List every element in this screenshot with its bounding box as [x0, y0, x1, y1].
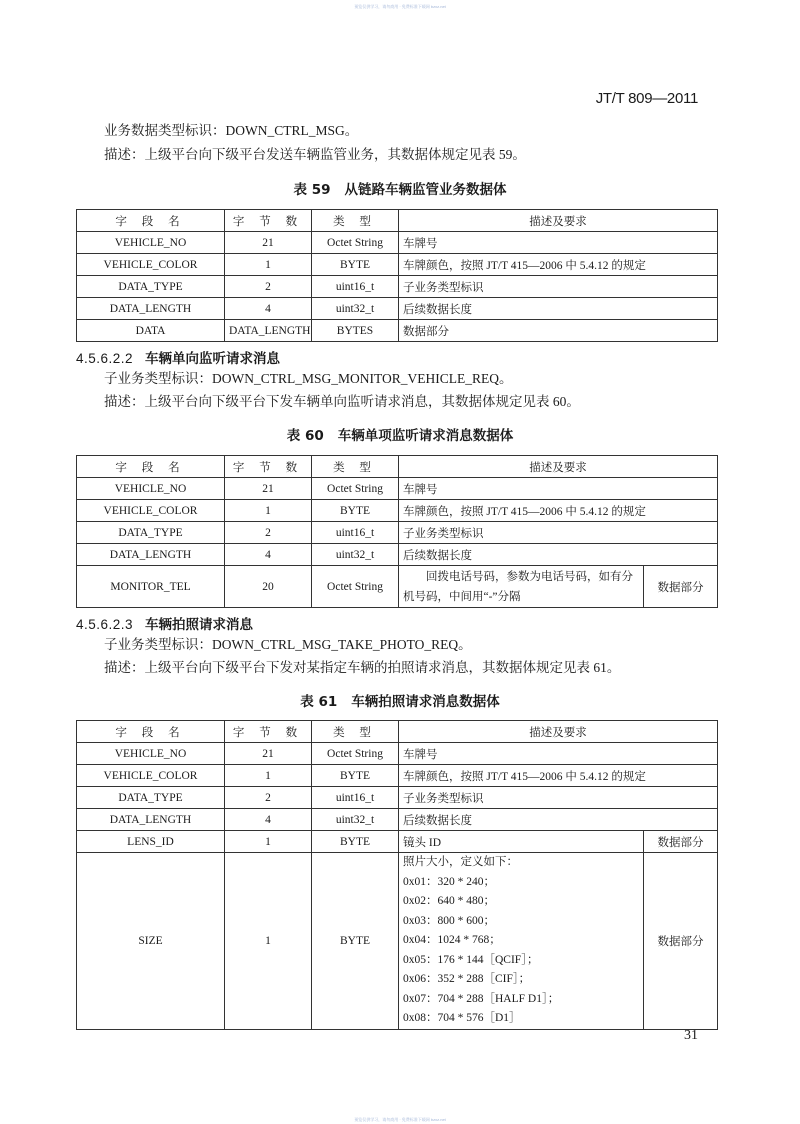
table-header-row: [77, 210, 718, 232]
table-row: [77, 320, 718, 342]
col-header-bytes: 字 节 数: [225, 210, 312, 232]
cell-type: uint16_t: [312, 522, 399, 544]
description-line: 描述：上级平台向下级平台下发车辆单向监听请求消息，其数据体规定见表 60。: [104, 394, 580, 409]
col-header-field: 字 段 名: [77, 210, 225, 232]
table-row: [77, 544, 718, 566]
cell-desc: 车牌号: [399, 478, 718, 500]
size-definition-line: 0x01：320 * 240；: [403, 875, 495, 888]
cell-field: VEHICLE_COLOR: [77, 500, 225, 522]
col-header-bytes: 字 节 数: [225, 721, 312, 743]
col-header-desc: 描述及要求: [399, 721, 718, 743]
cell-bytes: 21: [225, 232, 312, 254]
size-definition-line: 0x04：1024 * 768；: [403, 934, 501, 946]
col-header-bytes: 字 节 数: [225, 456, 312, 478]
table-61: [76, 720, 718, 1030]
size-definition-line: 0x06：352 * 288［CIF］；: [403, 973, 531, 985]
table-header-row: [77, 456, 718, 478]
cell-desc: 子业务类型标识: [399, 522, 718, 544]
table-59: [76, 209, 718, 342]
table-row: [77, 809, 718, 831]
standard-code: JT/T 809—2011: [595, 90, 698, 107]
size-definition-line: 0x02：640 * 480；: [403, 895, 495, 907]
cell-note: 数据部分: [644, 831, 718, 853]
cell-bytes: 1: [225, 831, 312, 853]
cell-field: DATA_LENGTH: [77, 298, 225, 320]
table-row: [77, 522, 718, 544]
cell-bytes: 20: [225, 566, 312, 608]
size-definition-line: 0x03：800 * 600；: [403, 914, 495, 927]
description-line: 描述：上级平台向下级平台发送车辆监管业务，其数据体规定见表 59。: [104, 147, 526, 162]
cell-bytes: 2: [225, 522, 312, 544]
section-title: 车辆拍照请求消息: [145, 617, 254, 632]
section-heading-4-5-6-2-2: [76, 347, 280, 367]
cell-bytes: 4: [225, 298, 312, 320]
cell-desc: 子业务类型标识: [399, 276, 718, 298]
cell-type: Octet String: [312, 232, 399, 254]
table-row: [77, 232, 718, 254]
cell-type: uint16_t: [312, 276, 399, 298]
section-number: 4.5.6.2.2: [76, 351, 134, 366]
size-definition-line: 0x08：704 * 576［D1］: [403, 1012, 521, 1024]
section-number: 4.5.6.2.3: [76, 617, 134, 632]
cell-desc: 车牌颜色，按照 JT/T 415—2006 中 5.4.12 的规定: [399, 500, 718, 522]
size-definition-line: 0x05：176 * 144［QCIF］；: [403, 953, 539, 966]
cell-type: BYTE: [312, 765, 399, 787]
table-title: 车辆单项监听请求消息数据体: [337, 428, 514, 444]
col-header-type: 类 型: [312, 210, 399, 232]
cell-bytes: 1: [225, 500, 312, 522]
cell-bytes: 2: [225, 276, 312, 298]
table-row: [77, 831, 718, 853]
type-id-line: 子业务类型标识：DOWN_CTRL_MSG_MONITOR_VEHICLE_REQ。: [104, 371, 513, 386]
cell-desc: 子业务类型标识: [399, 787, 718, 809]
cell-type: Octet String: [312, 743, 399, 765]
cell-type: uint32_t: [312, 544, 399, 566]
cell-field: VEHICLE_NO: [77, 232, 225, 254]
cell-desc: 数据部分: [399, 320, 718, 342]
table-row: [77, 853, 718, 1030]
cell-field: LENS_ID: [77, 831, 225, 853]
cell-desc: 后续数据长度: [399, 809, 718, 831]
table-row: [77, 787, 718, 809]
table-59-caption: [0, 178, 800, 198]
type-id-line: 子业务类型标识：DOWN_CTRL_MSG_TAKE_PHOTO_REQ。: [104, 637, 472, 652]
cell-desc: 后续数据长度: [399, 298, 718, 320]
col-header-desc: 描述及要求: [399, 456, 718, 478]
cell-bytes: 4: [225, 544, 312, 566]
cell-type: BYTES: [312, 320, 399, 342]
cell-field: SIZE: [77, 853, 225, 1030]
cell-desc: 车牌号: [399, 743, 718, 765]
cell-field: DATA_TYPE: [77, 522, 225, 544]
cell-bytes: 1: [225, 853, 312, 1030]
table-row: [77, 743, 718, 765]
col-header-type: 类 型: [312, 721, 399, 743]
cell-type: BYTE: [312, 831, 399, 853]
cell-field: DATA_LENGTH: [77, 544, 225, 566]
cell-type: uint32_t: [312, 298, 399, 320]
cell-field: VEHICLE_COLOR: [77, 765, 225, 787]
table-row: [77, 276, 718, 298]
watermark-bottom: 预览仅供学习，请勿商用 · 免费标准下载网 bzxz.net: [354, 1117, 446, 1122]
table-number: 表 59: [293, 182, 331, 198]
cell-type: Octet String: [312, 566, 399, 608]
section-heading-4-5-6-2-3: [76, 613, 253, 633]
section-title: 车辆单向监听请求消息: [145, 351, 281, 366]
col-header-desc: 描述及要求: [399, 210, 718, 232]
table-title: 车辆拍照请求消息数据体: [351, 694, 500, 710]
table-row: [77, 298, 718, 320]
cell-field: DATA_TYPE: [77, 276, 225, 298]
cell-bytes: 21: [225, 743, 312, 765]
table-header-row: [77, 721, 718, 743]
cell-bytes: 1: [225, 765, 312, 787]
cell-field: DATA: [77, 320, 225, 342]
cell-desc: 回拨电话号码，参数为电话号码，如有分机号码，中间用“-”分隔: [399, 566, 644, 608]
cell-field: VEHICLE_NO: [77, 478, 225, 500]
cell-field: DATA_LENGTH: [77, 809, 225, 831]
cell-type: BYTE: [312, 853, 399, 1030]
cell-desc: 车牌号: [399, 232, 718, 254]
page-number: 31: [684, 1028, 698, 1043]
cell-desc: 车牌颜色，按照 JT/T 415—2006 中 5.4.12 的规定: [399, 765, 718, 787]
col-header-field: 字 段 名: [77, 456, 225, 478]
watermark-top: 预览仅供学习，请勿商用 · 免费标准下载网 bzxz.net: [354, 4, 446, 9]
table-61-caption: [0, 690, 800, 710]
table-row: [77, 500, 718, 522]
cell-type: uint16_t: [312, 787, 399, 809]
table-number: 表 60: [286, 428, 324, 444]
cell-field: VEHICLE_COLOR: [77, 254, 225, 276]
cell-type: BYTE: [312, 500, 399, 522]
cell-type: BYTE: [312, 254, 399, 276]
cell-bytes: 21: [225, 478, 312, 500]
cell-field: DATA_TYPE: [77, 787, 225, 809]
table-row: [77, 478, 718, 500]
cell-desc: 车牌颜色，按照 JT/T 415—2006 中 5.4.12 的规定: [399, 254, 718, 276]
table-number: 表 61: [300, 694, 338, 710]
size-definition-line: 照片大小，定义如下：: [403, 856, 518, 868]
col-header-type: 类 型: [312, 456, 399, 478]
cell-note: 数据部分: [644, 566, 718, 608]
table-row: [77, 765, 718, 787]
col-header-field: 字 段 名: [77, 721, 225, 743]
cell-note: 数据部分: [644, 853, 718, 1030]
table-row: [77, 566, 718, 608]
table-title: 从链路车辆监管业务数据体: [344, 182, 507, 198]
table-row: [77, 254, 718, 276]
size-definition-line: 0x07：704 * 288［HALF D1］；: [403, 992, 560, 1005]
cell-desc-size-definitions: [399, 853, 644, 1030]
description-line: 描述：上级平台向下级平台下发对某指定车辆的拍照请求消息，其数据体规定见表 61。: [104, 660, 621, 675]
cell-desc: 后续数据长度: [399, 544, 718, 566]
type-id-line: 业务数据类型标识：DOWN_CTRL_MSG。: [104, 123, 359, 138]
cell-type: uint32_t: [312, 809, 399, 831]
cell-field: MONITOR_TEL: [77, 566, 225, 608]
cell-bytes: DATA_LENGTH: [225, 320, 312, 342]
table-60: [76, 455, 718, 608]
cell-bytes: 4: [225, 809, 312, 831]
cell-type: Octet String: [312, 478, 399, 500]
cell-field: VEHICLE_NO: [77, 743, 225, 765]
table-60-caption: [0, 424, 800, 444]
cell-bytes: 2: [225, 787, 312, 809]
cell-bytes: 1: [225, 254, 312, 276]
cell-desc: 镜头 ID: [399, 831, 644, 853]
